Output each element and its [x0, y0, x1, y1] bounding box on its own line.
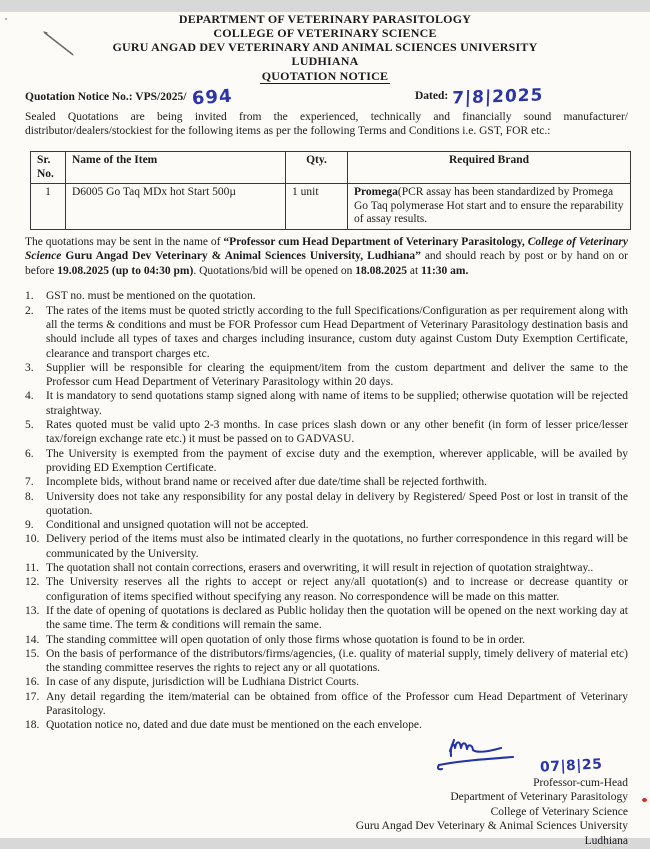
- term-number: 11.: [25, 562, 39, 575]
- term-text: In case of any dispute, jurisdiction will be Ludhiana District Courts.: [46, 676, 359, 689]
- scan-speck: [5, 18, 7, 20]
- term-text: The quotation shall not contain corrections, erasers and overwriting, it will result in rejection of quotation straightway..: [46, 562, 594, 575]
- signatory-designation: Professor-cum-Head: [533, 776, 628, 789]
- addr-seg: and should reach by post or by hand on or before: [25, 250, 628, 277]
- term-text: It is mandatory to send quotations stamp signed along with name of items to be supplied; otherwise quotation will be rejected straightway.: [46, 390, 628, 417]
- notice-title: QUOTATION NOTICE: [261, 68, 389, 83]
- term-text: Supplier will be responsible for clearing the equipment/item from the custom department and deliver the same to the Professor cum Head Department of Veterinary Parasitology within 20 days.: [46, 361, 628, 389]
- signature-ink: [427, 736, 522, 770]
- pen-stroke-mark: [0, 12, 100, 72]
- term-text: The standing committee will open quotation of only those firms whose quotation is found to be in order.: [46, 633, 526, 646]
- term-item: [25, 647, 628, 676]
- term-item: [25, 289, 628, 303]
- signatory-department: Department of Veterinary Parasitology: [450, 791, 628, 804]
- term-text: The rates of the items must be quoted strictly according to the full Specifications/Configuration as per requirement along with all the terms & conditions and must be FOR Professor cum Head Department of Veterinary Parasitology destination basis and should include all types of taxes and charges including insurance, custom duty against Custom Duty Exemption Certificate, clearance and transport charges etc.: [46, 304, 628, 360]
- term-item: [25, 389, 628, 418]
- term-item: [25, 518, 628, 532]
- signatory-college: College of Veterinary Science: [490, 805, 628, 818]
- signatory-university: Guru Angad Dev Veterinary & Animal Sciences University: [355, 820, 628, 833]
- term-number: 2.: [25, 304, 34, 317]
- term-item: [25, 575, 628, 604]
- brand-name: Promega: [354, 186, 398, 199]
- term-text: Conditional and unsigned quotation will not be accepted.: [46, 519, 309, 532]
- column-header-qty: Qty.: [286, 152, 348, 184]
- term-number: 10.: [25, 533, 40, 546]
- term-item: [25, 561, 628, 575]
- term-item: [25, 304, 628, 361]
- term-item: [25, 690, 628, 719]
- term-text: Incomplete bids, without brand name or received after due date/time shall be rejected forthwith.: [46, 476, 487, 489]
- term-text: On the basis of performance of the distributors/firms/agencies, (i.e. quality of material supply, timely delivery of material etc) the standing committee reserves the rights to reject any or all quotations.: [46, 647, 628, 675]
- addr-seg: . Quotations/bid will be opened on: [193, 264, 356, 277]
- cell-sr-no: 1: [31, 184, 66, 230]
- term-number: 15.: [25, 647, 40, 660]
- term-text: Any detail regarding the item/material can be obtained from office of the Professor cum Head Department of Veterinary Parasitology.: [46, 690, 628, 717]
- handwritten-date: 7|8|2025: [451, 84, 544, 109]
- term-number: 12.: [25, 576, 40, 589]
- term-number: 14.: [25, 633, 40, 646]
- addr-opening-time: 11:30 am.: [421, 264, 469, 277]
- table-row: [31, 184, 631, 230]
- term-item: [25, 675, 628, 689]
- terms-list: [25, 289, 628, 732]
- addr-opening-date: 18.08.2025: [355, 264, 408, 277]
- city-name: LUDHIANA: [291, 54, 359, 68]
- term-number: 4.: [25, 390, 34, 403]
- signature-handwritten-date: 07|8|25: [539, 755, 603, 776]
- term-number: 1.: [25, 290, 34, 303]
- addr-seg-bold: Guru Angad Dev Veterinary & Animal Sciences University, Ludhiana”: [65, 250, 425, 263]
- signatory-details: [0, 776, 628, 849]
- term-number: 5.: [25, 419, 34, 432]
- addr-seg-bold: “Professor cum Head Department of Veterinary Parasitology,: [223, 235, 528, 248]
- cell-qty: 1 unit: [286, 184, 348, 230]
- term-number: 9.: [25, 519, 34, 532]
- dated-label: Dated:: [415, 89, 449, 102]
- term-item: [25, 532, 628, 561]
- column-header-sr-no: Sr. No.: [31, 152, 66, 184]
- red-ink-dot: [642, 798, 647, 802]
- term-item: [25, 633, 628, 647]
- term-number: 6.: [25, 447, 34, 460]
- term-text: University does not take any responsibility for any postal delay in delivery by Registered/ Speed Post or lost in transit of the quotation.: [46, 490, 628, 517]
- notice-number-label: Quotation Notice No.: VPS/2025/: [25, 90, 187, 103]
- address-paragraph: [25, 235, 628, 279]
- term-text: GST no. must be mentioned on the quotation.: [46, 290, 256, 303]
- term-item: [25, 447, 628, 476]
- table-header-row: [31, 152, 631, 184]
- intro-paragraph: Sealed Quotations are being invited from the experienced, technically and financially sound manufacturer/ distributor/dealers/stockiest for the following items as per the following Terms and Conditions i.e. GST, FOR etc.:: [25, 110, 628, 137]
- addr-seg: The quotations may be sent in the name of: [25, 235, 224, 248]
- university-name: GURU ANGAD DEV VETERINARY AND ANIMAL SCIENCES UNIVERSITY: [112, 40, 538, 54]
- brand-description: (PCR assay has been standardized by Promega Go Taq polymerase Hot start and to ensure the reparability of assay results.: [354, 186, 624, 226]
- term-number: 17.: [25, 690, 40, 703]
- term-number: 16.: [25, 676, 40, 689]
- term-text: The University reserves all the rights to accept or reject any/all quotation(s) and to increase or decrease quantity or configuration of items specified without specifying any reason. No correspondence will be made on this matter.: [46, 576, 628, 603]
- addr-seg-bold-italic: College of Veterinary Science: [25, 235, 628, 263]
- term-item: [25, 475, 628, 489]
- term-text: Rates quoted must be valid upto 2-3 months. In case prices slash down or any other benefit (in form of lesser price/lesser tax/foreign exchange rate etc.) it must be passed on to GADVASU.: [46, 419, 628, 446]
- signature-block: [0, 736, 650, 849]
- cell-required-brand: [348, 184, 631, 230]
- handwritten-notice-number: 694: [191, 85, 234, 109]
- term-item: [25, 604, 628, 633]
- term-text: Quotation notice no, dated and due date must be mentioned on the each envelope.: [46, 719, 422, 732]
- quotation-notice-document: [0, 12, 650, 847]
- cell-item-name: D6005 Go Taq MDx hot Start 500µ: [66, 184, 286, 230]
- term-number: 18.: [25, 719, 40, 732]
- college-name: COLLEGE OF VETERINARY SCIENCE: [213, 26, 437, 40]
- column-header-required-brand: Required Brand: [348, 152, 631, 184]
- term-number: 3.: [25, 361, 34, 374]
- term-number: 13.: [25, 604, 40, 617]
- term-item: [25, 490, 628, 519]
- column-header-item-name: Name of the Item: [66, 152, 286, 184]
- term-number: 7.: [25, 476, 34, 489]
- term-item: [25, 718, 628, 732]
- term-number: 8.: [25, 490, 34, 503]
- items-table: [30, 151, 631, 230]
- term-text: The University is exempted from the payment of excise duty and the exemption, wherever applicable, will be availed by providing ED Exemption Certificate.: [46, 447, 628, 474]
- signatory-city: Ludhiana: [584, 834, 628, 847]
- meta-row: [25, 84, 628, 109]
- term-text: If the date of opening of quotations is declared as Public holiday then the quotation will be opened on the next working day at the same time. The term & conditions will remain the same.: [46, 604, 628, 632]
- department-name: DEPARTMENT OF VETERINARY PARASITOLOGY: [178, 12, 472, 26]
- term-text: Delivery period of the items must also be intimated clearly in the quotations, no further correspondence in this regard will be communicated by the University.: [46, 533, 628, 560]
- addr-seg: at: [407, 264, 422, 277]
- term-item: [25, 361, 628, 390]
- term-item: [25, 418, 628, 447]
- addr-deadline-date: 19.08.2025 (up to 04:30 pm): [57, 264, 194, 277]
